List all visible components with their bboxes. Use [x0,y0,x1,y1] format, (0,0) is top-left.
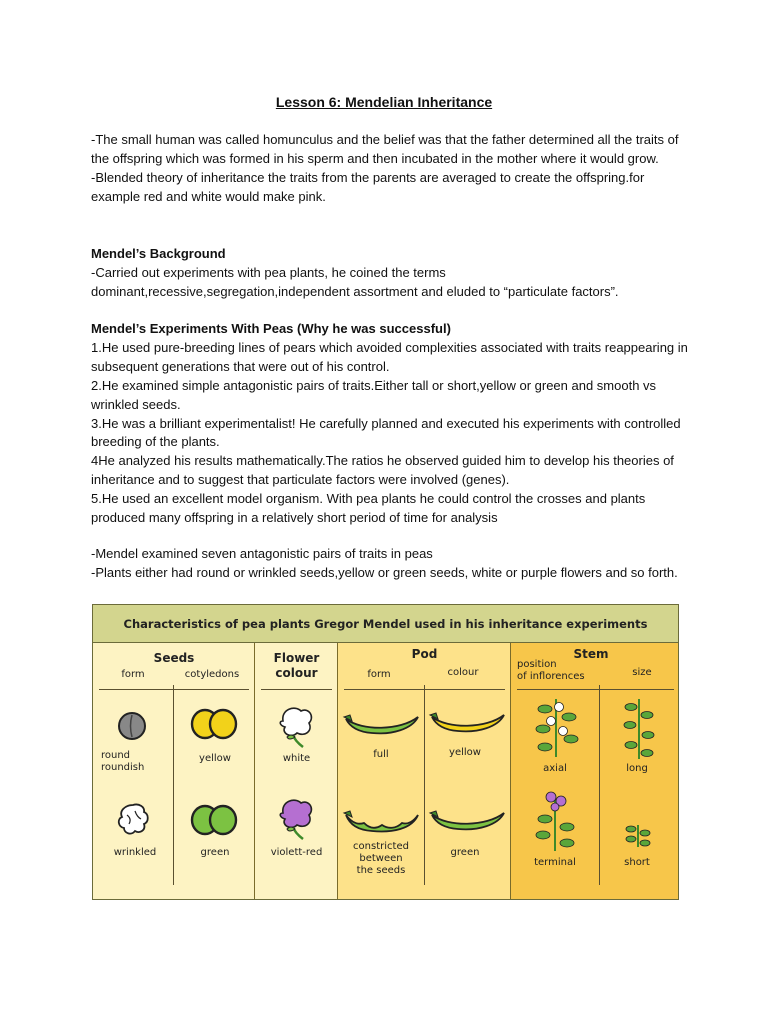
yellow-pod-icon [428,709,508,735]
white-flower-icon [273,703,319,749]
axial-stem-icon [523,695,589,759]
experiment-item-4: 4He analyzed his results mathematically.The ratios he observed guided him to develop his theories of inheritance and to suggest that particulate factors were involved (genes). [91,453,674,488]
green-pod-icon [428,807,508,833]
short-stem-icon [623,821,653,849]
full-pod-icon [342,711,422,737]
violet-flower-label: violett-red [270,847,323,858]
seeds-cotyledons-label: cotyledons [184,669,240,680]
yellow-pod-label: yellow [449,747,481,758]
pod-colour-label: colour [447,667,479,678]
stem-header: Stem [573,647,609,661]
flower-header: Flower colour [273,651,320,680]
terminal-stem-label: terminal [534,857,576,868]
experiment-item-1: 1.He used pure-breeding lines of pears which avoided complexities associated with traits reappearing in subsequent generations that were out of his control. [91,339,688,374]
experiments-heading: Mendel’s Experiments With Peas (Why he was successful) [91,321,451,336]
green-cotyledon-icon [189,803,239,837]
intro-section [91,131,691,207]
seeds-vertical-divider [173,685,174,885]
background-heading: Mendel’s Background [91,246,226,261]
round-seed-label: round roundish [101,750,145,773]
experiment-item-3: 3.He was a brilliant experimentalist! He carefully planned and executed his experiments with controlled breeding of the plants. [91,415,681,450]
short-stem-label: short [624,857,650,868]
long-stem-label: long [626,763,648,774]
intro-paragraph-1: -The small human was called homunculus and the belief was that the father determined all the traits of the offspring which was formed in his sperm and then incubated in the mother where it would grow. [91,132,679,166]
yellow-cotyledon-label: yellow [199,753,231,764]
pod-column [338,643,511,899]
stem-divider [517,689,674,690]
seeds-header: Seeds [153,651,195,665]
experiment-item-2: 2.He examined simple antagonistic pairs of traits.Either tall or short,yellow or green and smooth vs wrinkled seeds. [91,377,657,412]
constricted-pod-label: constricted between the seeds [353,841,409,876]
white-flower-label: white [282,753,311,764]
constricted-pod-icon [342,809,422,835]
flower-divider [261,689,332,690]
full-pod-label: full [373,749,389,760]
traits-section [91,545,691,583]
pea-characteristics-figure [92,604,679,900]
long-stem-icon [619,697,659,761]
stem-vertical-divider [599,685,600,885]
figure-title: Characteristics of pea plants Gregor Mendel used in his inheritance experiments [93,605,678,643]
violet-flower-icon [273,795,319,841]
seeds-column [93,643,255,899]
green-cotyledon-label: green [200,847,230,858]
wrinkled-seed-label: wrinkled [113,847,157,858]
experiment-item-5: 5.He used an excellent model organism. With pea plants he could control the crosses and plants produced many offspring in a relatively short period of time for analysis [91,491,646,526]
traits-line-2: -Plants either had round or wrinkled seeds,yellow or green seeds, white or purple flowers and so forth. [91,564,678,580]
stem-size-label: size [632,667,652,678]
pod-form-label: form [367,669,391,680]
page-title: Lesson 6: Mendelian Inheritance [275,94,493,110]
yellow-cotyledon-icon [189,707,239,741]
green-pod-label: green [450,847,480,858]
stem-column [511,643,679,899]
stem-position-label: position of inflorences [517,659,585,682]
background-section [91,245,691,302]
intro-paragraph-2: -Blended theory of inheritance the traits from the parents are averaged to create the offspring.for example red and white would make pink. [91,169,645,204]
background-text: -Carried out experiments with pea plants, he coined the terms dominant,recessive,segregation,independent assortment and eluded to “particulate factors”. [91,264,619,299]
pod-vertical-divider [424,685,425,885]
wrinkled-seed-icon [115,801,151,837]
round-seed-icon [115,709,149,743]
seeds-divider [99,689,249,690]
experiments-section [91,320,691,528]
seeds-form-label: form [121,669,145,680]
terminal-stem-icon [525,789,585,853]
pod-header: Pod [411,647,438,661]
flower-column [255,643,338,899]
axial-stem-label: axial [543,763,567,774]
traits-line-1: -Mendel examined seven antagonistic pairs of traits in peas [91,546,433,561]
